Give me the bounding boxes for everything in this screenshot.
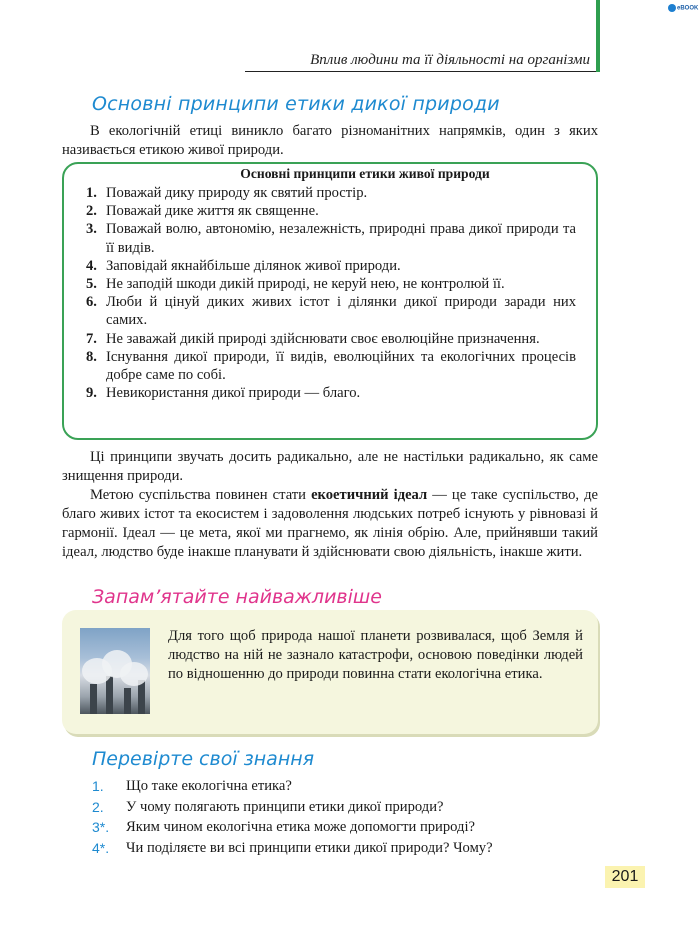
principle-item bbox=[86, 384, 576, 402]
question-item bbox=[92, 817, 612, 838]
question-text: Що таке екологічна етика? bbox=[126, 778, 292, 794]
paragraph-ideal bbox=[62, 486, 598, 562]
principle-text: Існування дикої природи, її видів, еволюційних та екологічних процесів добре саме по собі. bbox=[106, 348, 576, 384]
principle-number: 8. bbox=[86, 348, 97, 365]
principle-text: Поважай дике життя як священне. bbox=[106, 203, 319, 220]
question-text: Яким чином екологічна етика може допомогти природі? bbox=[126, 819, 476, 835]
principle-item bbox=[86, 257, 576, 275]
principle-item bbox=[86, 330, 576, 348]
principle-number: 7. bbox=[86, 330, 97, 347]
top-margin-rule bbox=[596, 0, 600, 72]
principle-item bbox=[86, 202, 576, 220]
principle-text: Поважай волю, автономію, незалежність, природні права дикої природи та її видів. bbox=[106, 221, 576, 256]
remember-text: Для того щоб природа нашої планети розвивалася, щоб Земля й людство на ній не зазнало катастрофи, основою поведінки людей по відношенню до природи повинна стати екологічна етика. bbox=[168, 628, 583, 682]
question-number: 3*. bbox=[92, 819, 110, 835]
ideal-term: екоетичний ідеал bbox=[311, 487, 428, 503]
paragraph-radical: Ці принципи звучать досить радикально, але не настільки радикально, як саме знищення природи. bbox=[62, 449, 598, 484]
question-number: 4*. bbox=[92, 839, 110, 856]
remember-heading: Запам’ятайте найважливіше bbox=[92, 586, 382, 608]
principle-text: Поважай дику природу як святий простір. bbox=[106, 185, 368, 201]
principle-number: 6. bbox=[86, 294, 97, 311]
ideal-text-start: Метою суспільства повинен стати bbox=[90, 487, 312, 503]
principle-number: 1. bbox=[86, 185, 97, 201]
intro-paragraph bbox=[62, 122, 598, 160]
principle-text: Заповідай якнайбільше ділянок живої природи. bbox=[106, 257, 401, 274]
principle-text: Не заважай дикій природі здійснювати своє еволюційне призначення. bbox=[106, 330, 540, 347]
section-heading-principles: Основні принципи етики дикої природи bbox=[92, 93, 500, 115]
principles-box-title: Основні принципи етики живої природи bbox=[240, 166, 490, 181]
question-text: У чому полягають принципи етики дикої природи? bbox=[126, 798, 444, 815]
intro-text: В екологічній етиці виникло багато різноманітних напрямків, один з яких називається етикою живої природи. bbox=[62, 123, 598, 158]
factory-smoke-image bbox=[80, 628, 150, 714]
principles-list bbox=[86, 184, 576, 402]
principle-text: Невикористання дикої природи — благо. bbox=[106, 385, 361, 402]
principle-item bbox=[86, 220, 576, 256]
principle-text: Люби й цінуй диких живих істот і ділянки дикої природи заради них самих. bbox=[106, 294, 576, 329]
question-item bbox=[92, 797, 612, 818]
ideal-text-end: — це таке суспільство, де благо живих істот та екосистем і задоволення людських потреб існують у рівновазі й гармонії. Ідеал — це мета, якої ми прагнемо, як лінія обрію. Але, прийнявши такий ідеал, людство буде інакше планувати й здійснювати свою діяльність, інакше жити. bbox=[62, 487, 599, 560]
running-header: Вплив людини та її діяльності на організми bbox=[310, 52, 590, 68]
principle-number: 4. bbox=[86, 257, 97, 274]
ebook-logo: eBOOK bbox=[668, 4, 698, 12]
principle-item bbox=[86, 348, 576, 384]
question-item bbox=[92, 838, 612, 859]
question-number: 1. bbox=[92, 778, 104, 794]
question-item bbox=[92, 776, 612, 797]
principle-number: 3. bbox=[86, 221, 97, 238]
principle-item bbox=[86, 293, 576, 329]
principle-text: Не заподій шкоди дикій природі, не керуй нею, не контролюй її. bbox=[106, 276, 505, 293]
question-text: Чи поділяєте ви всі принципи етики дикої природи? Чому? bbox=[126, 839, 493, 856]
questions-list bbox=[92, 776, 612, 858]
question-number: 2. bbox=[92, 798, 104, 815]
principle-item bbox=[86, 184, 576, 202]
check-knowledge-heading: Перевірте свої знання bbox=[92, 748, 315, 770]
principle-number: 9. bbox=[86, 385, 97, 402]
principle-number: 2. bbox=[86, 203, 97, 220]
principle-item bbox=[86, 275, 576, 293]
header-underline bbox=[245, 71, 596, 72]
principle-number: 5. bbox=[86, 276, 97, 293]
page-number: 201 bbox=[605, 866, 645, 888]
after-box-text bbox=[62, 448, 598, 562]
